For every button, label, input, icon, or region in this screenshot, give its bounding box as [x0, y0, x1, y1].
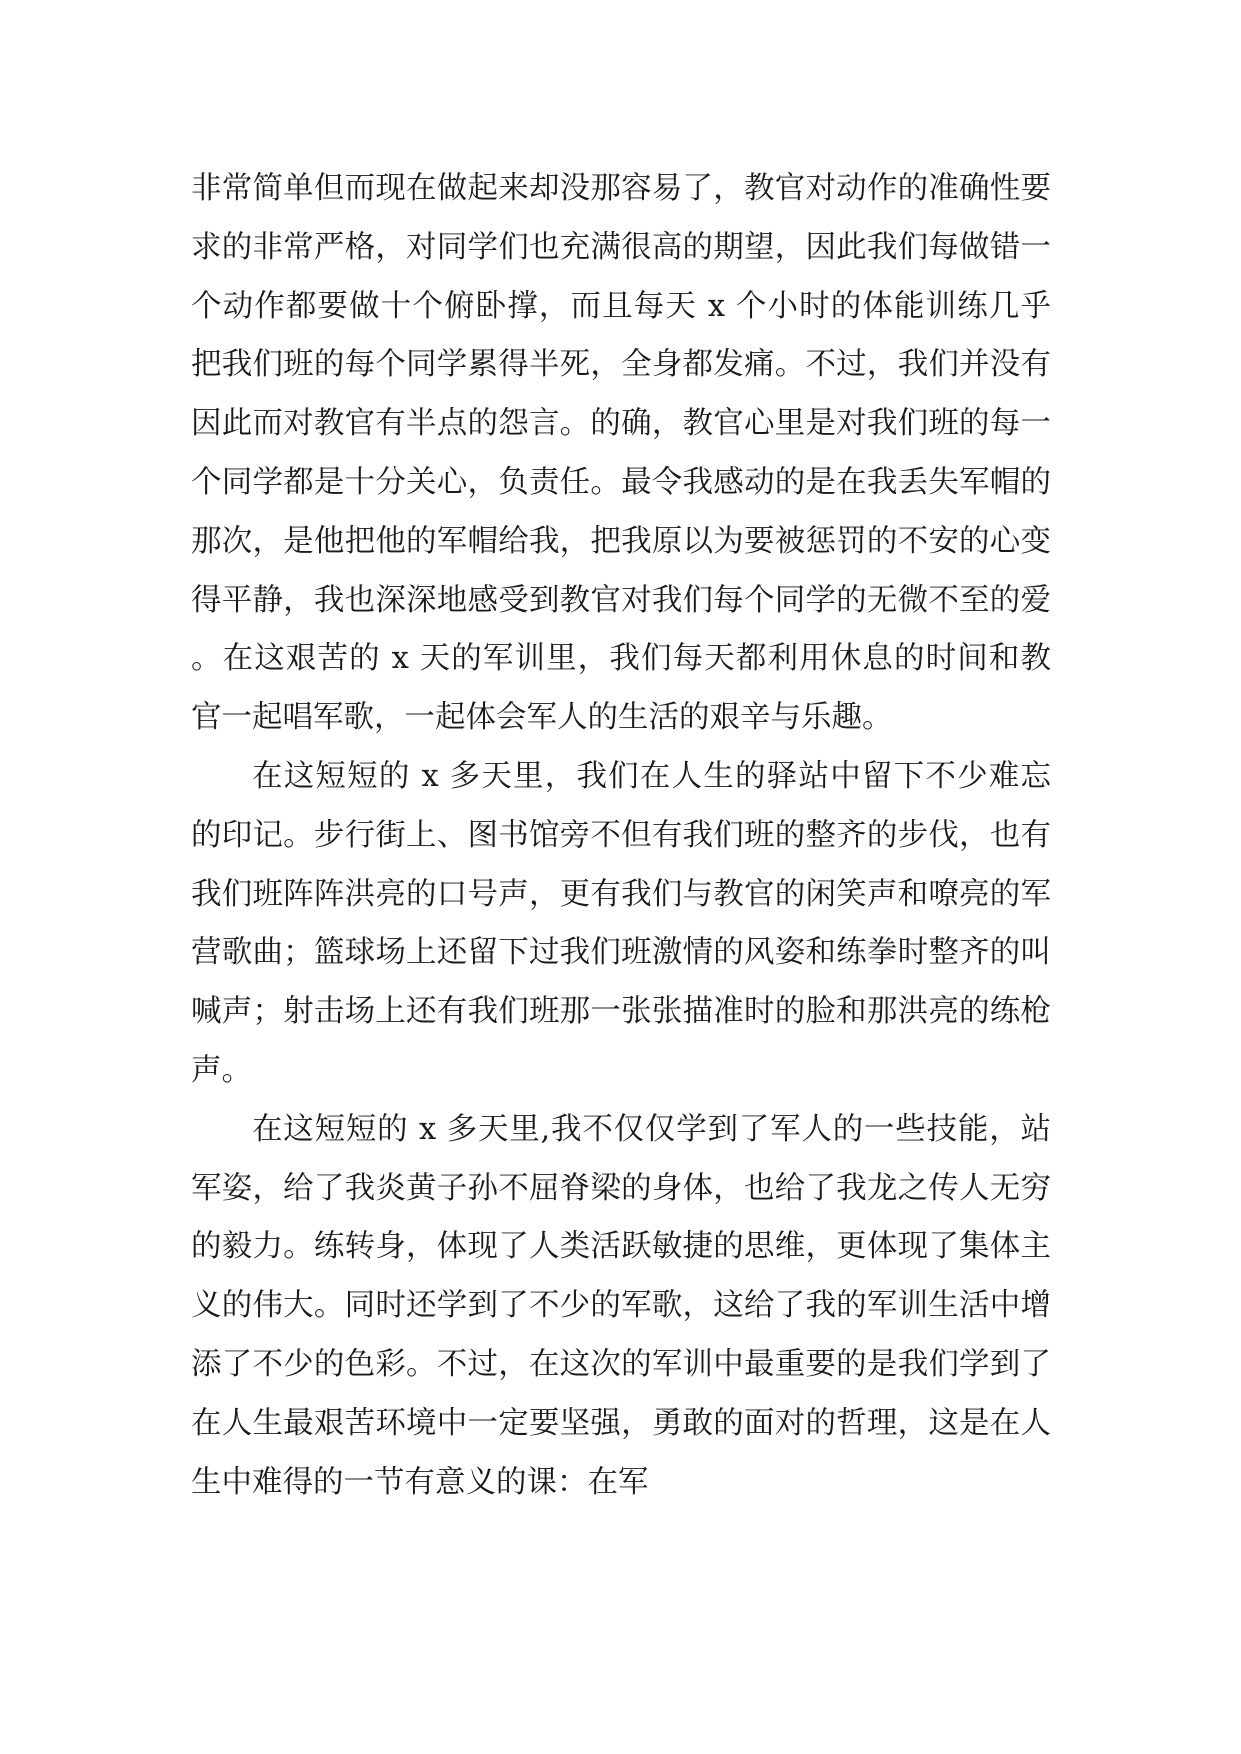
paragraph-3: 在这短短的 x 多天里,我不仅仅学到了军人的一些技能，站军姿，给了我炎黄子孙不屈脊梁的身体，也给了我龙之传人无穷的毅力。练转身，体现了人类活跃敏捷的思维，更体现了集体主义的伟大。同时还学到了不少的军歌，这给了我的军训生活中增添了不少的色彩。不过，在这次的军训中最重要的是我们学到了在人生最艰苦环境中一定要坚强，勇敢的面对的哲理，这是在人生中难得的一节有意义的课：在军	[191, 1111, 1051, 1500]
document-body	[191, 160, 1051, 1512]
paragraph-2: 在这短短的 x 多天里，我们在人生的驿站中留下不少难忘的印记。步行街上、图书馆旁不但有我们班的整齐的步伐，也有我们班阵阵洪亮的口号声，更有我们与教官的闲笑声和嘹亮的军营歌曲；篮球场上还留下过我们班激情的风姿和练拳时整齐的叫喊声；射击场上还有我们班那一张张描准时的脸和那洪亮的练枪声。	[191, 758, 1051, 1088]
paragraph-1: 非常简单但而现在做起来却没那容易了，教官对动作的准确性要求的非常严格，对同学们也充满很高的期望，因此我们每做错一个动作都要做十个俯卧撑，而且每天 x 个小时的体能训练几乎把我们班的每个同学累得半死，全身都发痛。不过，我们并没有因此而对教官有半点的怨言。的确，教官心里是对我们班的每一个同学都是十分关心，负责任。最令我感动的是在我丢失军帽的那次，是他把他的军帽给我，把我原以为要被惩罚的不安的心变得平静，我也深深地感受到教官对我们每个同学的无微不至的爱。在这艰苦的 x 天的军训里，我们每天都利用休息的时间和教官一起唱军歌，一起体会军人的生活的艰辛与乐趣。	[191, 171, 1051, 736]
